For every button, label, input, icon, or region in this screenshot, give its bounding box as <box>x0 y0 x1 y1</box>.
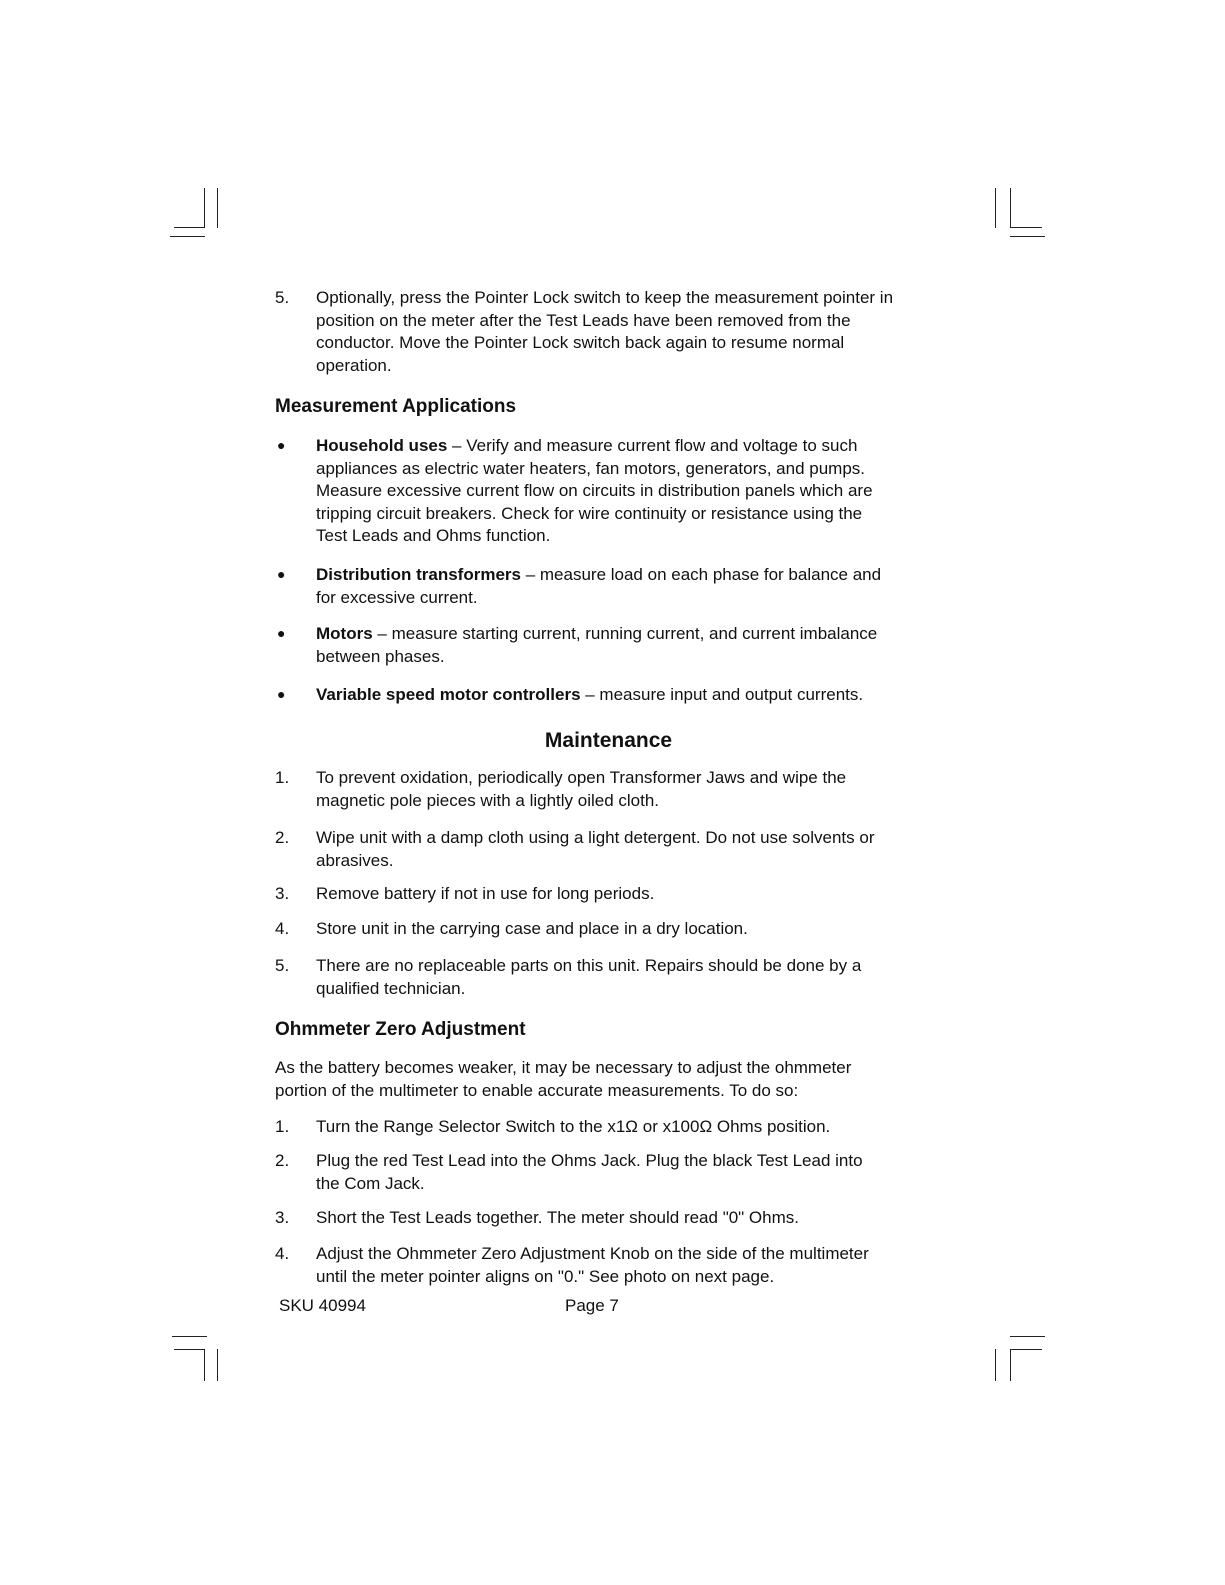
description: – measure starting current, running current, and current imbalance between phases. <box>316 624 878 666</box>
crop-mark <box>1010 1349 1011 1381</box>
crop-mark <box>217 1349 218 1381</box>
term: Distribution transformers <box>316 565 521 584</box>
crop-mark <box>1010 1349 1042 1350</box>
bullet-icon: ● <box>277 625 286 641</box>
crop-mark <box>174 1349 205 1350</box>
crop-mark <box>172 1336 207 1337</box>
term: Household uses <box>316 436 448 455</box>
section-heading-ohmmeter: Ohmmeter Zero Adjustment <box>275 1019 526 1040</box>
crop-mark <box>995 188 996 228</box>
bullet-icon: ● <box>277 686 286 702</box>
description: – measure load on each phase for balance and for excessive current. <box>316 565 882 607</box>
description: – measure input and output currents. <box>580 685 864 704</box>
section-heading-applications: Measurement Applications <box>275 396 517 417</box>
crop-mark <box>174 227 205 228</box>
crop-mark <box>995 1349 996 1381</box>
crop-mark <box>170 236 205 237</box>
crop-mark <box>204 1349 205 1381</box>
term: Variable speed motor controllers <box>316 685 581 704</box>
crop-mark <box>1010 236 1045 237</box>
crop-mark <box>1010 227 1042 228</box>
crop-mark <box>217 188 218 228</box>
bullet-icon: ● <box>277 437 286 453</box>
description: – Verify and measure current flow and voltage to such appliances as electric water heaters, fan motors, generators, and pumps. Measure excessive current flow on circuits in distribution panels which are tripping circuit breakers. Check for wire continuity or resistance using the Test Leads and Ohms function. <box>316 436 873 545</box>
footer-page-number: Page 7 <box>565 1296 619 1315</box>
step-number: 5. <box>275 288 290 307</box>
crop-mark <box>1010 188 1011 228</box>
crop-mark <box>204 188 205 228</box>
ohmmeter-intro: As the battery becomes weaker, it may be necessary to adjust the ohmmeter portion of the multimeter to enable accurate measurements. To do so: <box>275 1058 852 1100</box>
bullet-icon: ● <box>277 566 286 582</box>
footer-sku: SKU 40994 <box>279 1296 366 1315</box>
step-text: Optionally, press the Pointer Lock switch to keep the measurement pointer in position on the meter after the Test Leads have been removed from the conductor. Move the Pointer Lock switch back again to resume normal operation. <box>316 288 894 375</box>
crop-mark <box>1010 1336 1045 1337</box>
term: Motors <box>316 624 373 643</box>
section-heading-maintenance: Maintenance <box>544 729 673 752</box>
